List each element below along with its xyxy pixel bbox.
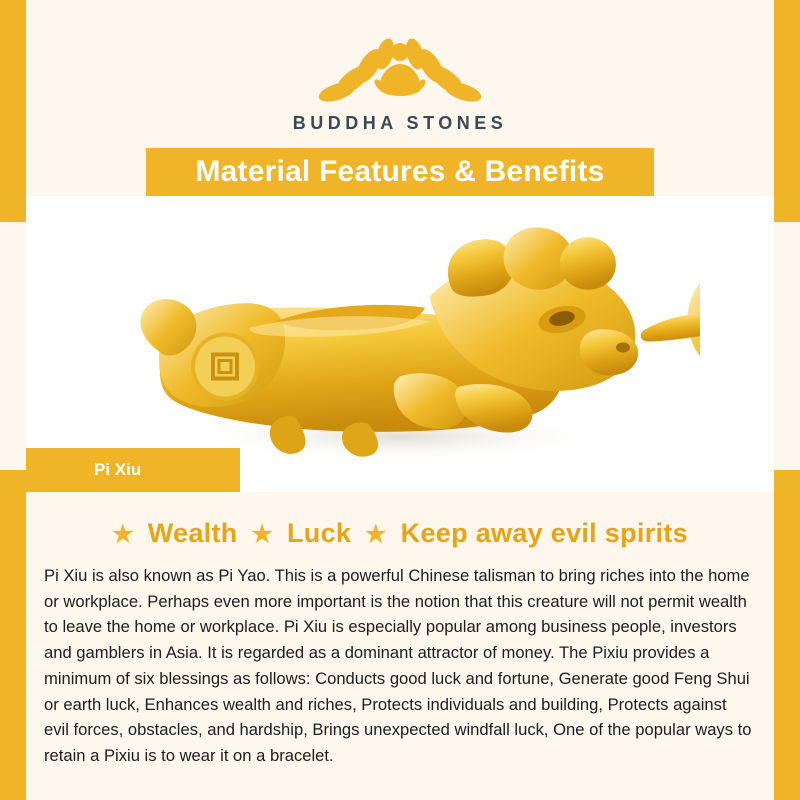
brand-name: BUDDHA STONES <box>292 113 508 133</box>
benefit-item-2: Luck <box>287 518 352 548</box>
corner-frame-top-right-vertical <box>774 0 800 222</box>
description-paragraph: Pi Xiu is also known as Pi Yao. This is a powerful Chinese talisman to bring riches into the home or workplace. Perhaps even more important is the notion that this creature will not permit wealth to leave the home or workplace. Pi Xiu is especially popular among business people, investors and gamblers in Asia. It is regarded as a dominant attractor of money. The Pixiu provides a minimum of six blessings as follows: Conducts good luck and fortune, Generate good Feng Shui or earth luck, Enhances wealth and riches, Protects individuals and building, Protects against evil forces, obstacles, and hardship, Brings unexpected windfall luck, One of the popular ways to retain a Pixiu is to wear it on a bracelet. <box>44 566 752 766</box>
star-icon-3: ★ <box>365 521 387 548</box>
corner-frame-bottom-left <box>0 470 26 800</box>
star-icon-2: ★ <box>251 521 274 548</box>
page-title: Material Features & Benefits <box>195 155 605 188</box>
benefit-item-3: Keep away evil spirits <box>400 518 688 548</box>
benefits-headline <box>36 518 764 549</box>
star-icon-1: ★ <box>112 521 134 548</box>
lotus-meditation-icon <box>315 22 485 110</box>
description-section <box>26 492 774 800</box>
corner-frame-bottom-right <box>774 470 800 800</box>
brand-header <box>26 0 774 145</box>
benefit-item-1: Wealth <box>147 518 238 548</box>
gold-pixiu-pendant-image <box>100 202 700 487</box>
product-caption-tab <box>26 448 240 492</box>
section-title-bar <box>146 148 654 196</box>
product-caption-label: Pi Xiu <box>94 460 142 479</box>
corner-frame-top-left-vertical <box>0 0 26 222</box>
